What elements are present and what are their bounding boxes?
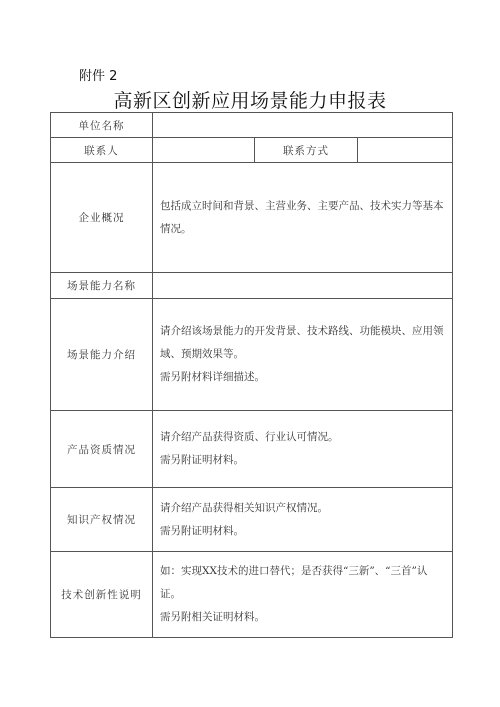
innovation-field[interactable]: [153, 552, 453, 638]
ip-label: 知识产权情况: [51, 488, 153, 552]
qualification-hint: 请介绍产品获得资质、行业认可情况。: [160, 431, 339, 443]
application-form-table: [50, 112, 453, 638]
scene-intro-note: 需另附材料详细描述。: [160, 371, 265, 383]
contact-person-label: 联系人: [51, 138, 153, 163]
ip-field[interactable]: [153, 488, 453, 552]
contact-person-field[interactable]: [153, 138, 255, 163]
unit-name-field[interactable]: [153, 113, 453, 138]
innovation-label: 技术创新性说明: [51, 552, 153, 638]
overview-label: 企业概况: [51, 163, 153, 273]
unit-name-label: 单位名称: [51, 113, 153, 138]
qualification-label: 产品资质情况: [51, 411, 153, 488]
scene-name-field[interactable]: [153, 273, 453, 299]
scene-intro-hint: 请介绍该场景能力的开发背景、技术路线、功能模块、应用领域、预期效果等。: [160, 325, 444, 360]
page-title: 高新区创新应用场景能力申报表: [113, 90, 387, 112]
ip-note: 需另附证明材料。: [160, 524, 244, 537]
overview-field[interactable]: [153, 163, 453, 273]
innovation-note: 需另附相关证明材料。: [160, 611, 265, 623]
qualification-note: 需另附证明材料。: [160, 454, 244, 466]
innovation-hint: 如：实现XX技术的进口替代；是否获得“三新”、“三首”认证。: [160, 565, 428, 600]
contact-method-label: 联系方式: [255, 138, 358, 163]
scene-name-label: 场景能力名称: [51, 273, 153, 299]
scene-intro-field[interactable]: [153, 299, 453, 411]
ip-hint: 请介绍产品获得相关知识产权情况。: [160, 501, 328, 514]
scene-intro-label: 场景能力介绍: [51, 299, 153, 411]
attachment-label: 附件 2: [79, 69, 118, 84]
contact-method-field[interactable]: [358, 138, 453, 163]
overview-hint: 包括成立时间和背景、主营业务、主要产品、技术实力等基本情况。: [160, 199, 444, 235]
qualification-field[interactable]: [153, 411, 453, 488]
